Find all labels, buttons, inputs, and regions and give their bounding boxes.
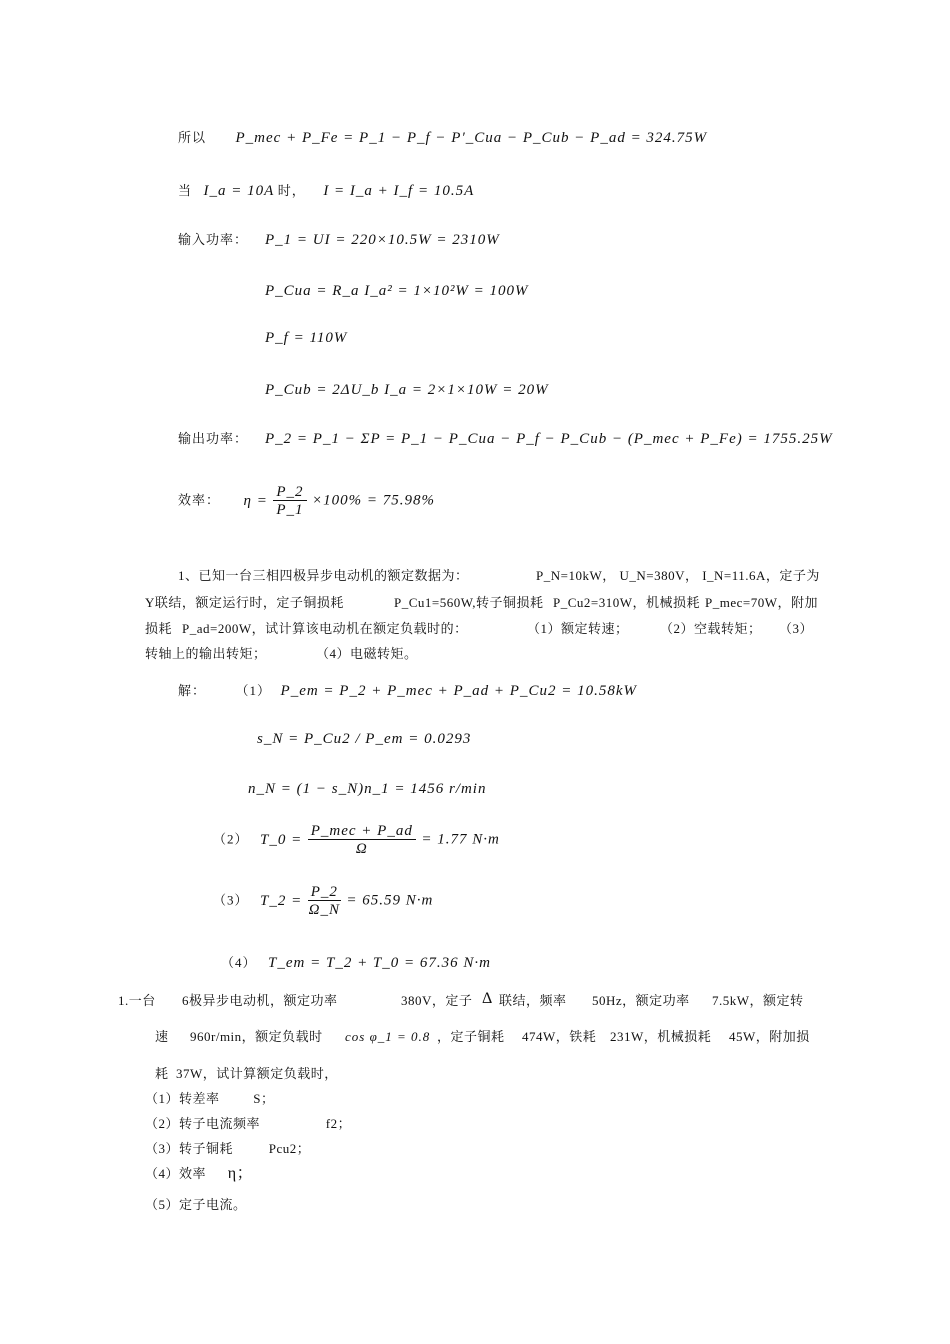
prob3-line2a: 速 bbox=[155, 1029, 169, 1044]
delta-symbol: Δ bbox=[482, 990, 493, 1007]
formula-nn: n_N = (1 − s_N)n_1 = 1456 r/min bbox=[248, 781, 487, 797]
prob2-sol-line1: 解： （1） P_em = P_2 + P_mec + P_ad + P_Cu2 = 10.58kW bbox=[178, 683, 638, 699]
label-input-power: 输入功率： bbox=[178, 232, 249, 247]
prob3-q4: （4）效率 η； bbox=[145, 1165, 254, 1182]
label-efficiency: 效率： bbox=[178, 492, 221, 508]
prob2-sol-line5: （3） T_2 = $\frac{P\_2}{\Omega\_N}$ = 65.59 N·m bbox=[213, 884, 434, 918]
prob3-q1: （1）转差率 S； bbox=[145, 1091, 275, 1106]
prob3-q3: （3）转子铜耗 Pcu2； bbox=[145, 1141, 311, 1156]
formula-cosphi: cos φ_1 = 0.8 bbox=[345, 1029, 431, 1044]
prob2-line3d: （2）空载转矩； bbox=[660, 621, 762, 636]
formula-p2: P_2 = P_1 − ΣP = P_1 − P_Cua − P_f − P_Cub − (P_mec + P_Fe) = 1755.25W bbox=[265, 431, 833, 447]
prob3-line2e: 474W，铁耗 bbox=[522, 1029, 597, 1044]
sol1-line3 bbox=[178, 232, 248, 249]
prob3-line2f: 231W，机械损耗 bbox=[610, 1029, 712, 1044]
formula-losses: P_mec + P_Fe = P_1 − P_f − P′_Cua − P_Cub − P_ad = 324.75W bbox=[235, 130, 708, 146]
label-solution: 解： bbox=[178, 683, 207, 698]
formula-i: I = I_a + I_f = 10.5A bbox=[323, 183, 475, 199]
prob2-line2d: P_mec=70W，附加 bbox=[705, 595, 818, 610]
sol1-line8: 效率： η = $\frac{P\_2}{P\_1}$ ×100% = 75.98% bbox=[178, 484, 435, 518]
prob3-line1e: 联结，频率 bbox=[499, 993, 567, 1008]
sol1-line1 bbox=[178, 130, 707, 147]
prob3-line1c: 380V，定子 bbox=[401, 993, 473, 1008]
fraction-p2-p1: $\frac{P\_2}{P\_1}$ bbox=[273, 484, 306, 519]
prob3-q5: （5）定子电流。 bbox=[145, 1197, 247, 1212]
prob2-sol-line6: （4） T_em = T_2 + T_0 = 67.36 N·m bbox=[221, 955, 491, 971]
formula-pcua: P_Cua = R_a I_a² = 1×10²W = 100W bbox=[265, 283, 529, 299]
label-therefore: 所以 bbox=[178, 130, 207, 145]
formula-pcub: P_Cub = 2ΔU_b I_a = 2×1×10W = 20W bbox=[265, 382, 549, 398]
formula-sn: s_N = P_Cu2 / P_em = 0.0293 bbox=[257, 731, 472, 747]
prob2-line3b: P_ad=200W，试计算该电动机在额定负载时的： bbox=[182, 621, 468, 636]
prob3-q2: （2）转子电流频率 f2； bbox=[145, 1116, 352, 1131]
label-output-power: 输出功率： bbox=[178, 431, 249, 446]
sol1-line2: 当 I_a = 10A 时， I = I_a + I_f = 10.5A bbox=[178, 183, 475, 199]
prob3-line2b: 960r/min，额定负载时 bbox=[190, 1029, 323, 1044]
fraction-t0: $\frac{\text{P\_mec + P\_ad}}{\Omega}$ bbox=[308, 823, 416, 858]
prob3-line1f: 50Hz，额定功率 bbox=[592, 993, 690, 1008]
formula-tem: T_em = T_2 + T_0 = 67.36 N·m bbox=[268, 955, 491, 971]
prob2-line3e: （3） bbox=[779, 621, 814, 636]
prob3-line1a: 1.一台 bbox=[118, 993, 156, 1008]
prob3-line1b: 6极异步电动机，额定功率 bbox=[182, 993, 338, 1008]
prob3-line3a: 耗 bbox=[155, 1066, 169, 1081]
prob3-line3b: 37W，试计算额定负载时， bbox=[176, 1066, 338, 1081]
prob2-line2b: P_Cu1=560W,转子铜损耗 bbox=[394, 595, 544, 610]
prob2-line2c: P_Cu2=310W，机械损耗 bbox=[553, 595, 701, 610]
prob2-line1-data: P_N=10kW， U_N=380V， I_N=11.6A，定子为 bbox=[536, 568, 820, 583]
formula-pf: P_f = 110W bbox=[265, 330, 348, 346]
prob2-line3c: （1）额定转速； bbox=[527, 621, 629, 636]
prob2-line4a: 转轴上的输出转矩； bbox=[145, 646, 267, 661]
formula-ia: I_a = 10A bbox=[203, 183, 275, 199]
formula-p1: P_1 = UI = 220×10.5W = 2310W bbox=[265, 232, 500, 248]
fraction-t2: $\frac{P\_2}{\Omega\_N}$ bbox=[308, 884, 340, 918]
prob3-line2d: ，定子铜耗 bbox=[437, 1029, 505, 1044]
prob3-line2g: 45W，附加损 bbox=[729, 1029, 810, 1044]
prob2-line4b: （4）电磁转矩。 bbox=[316, 646, 418, 661]
prob2-line2a: Y联结，额定运行时，定子铜损耗 bbox=[145, 595, 344, 610]
prob3-line1g: 7.5kW，额定转 bbox=[712, 993, 804, 1008]
prob2-sol-line4: （2） T_0 = $\frac{\text{P\_mec + P\_ad}}{\Omega}$ = 1.77 N·m bbox=[213, 823, 500, 857]
formula-pem: P_em = P_2 + P_mec + P_ad + P_Cu2 = 10.58kW bbox=[280, 683, 638, 699]
prob2-line1: 1、已知一台三相四极异步电动机的额定数据为： bbox=[178, 568, 469, 583]
prob2-line3a: 损耗 bbox=[145, 621, 173, 636]
sol1-line7 bbox=[178, 431, 248, 448]
